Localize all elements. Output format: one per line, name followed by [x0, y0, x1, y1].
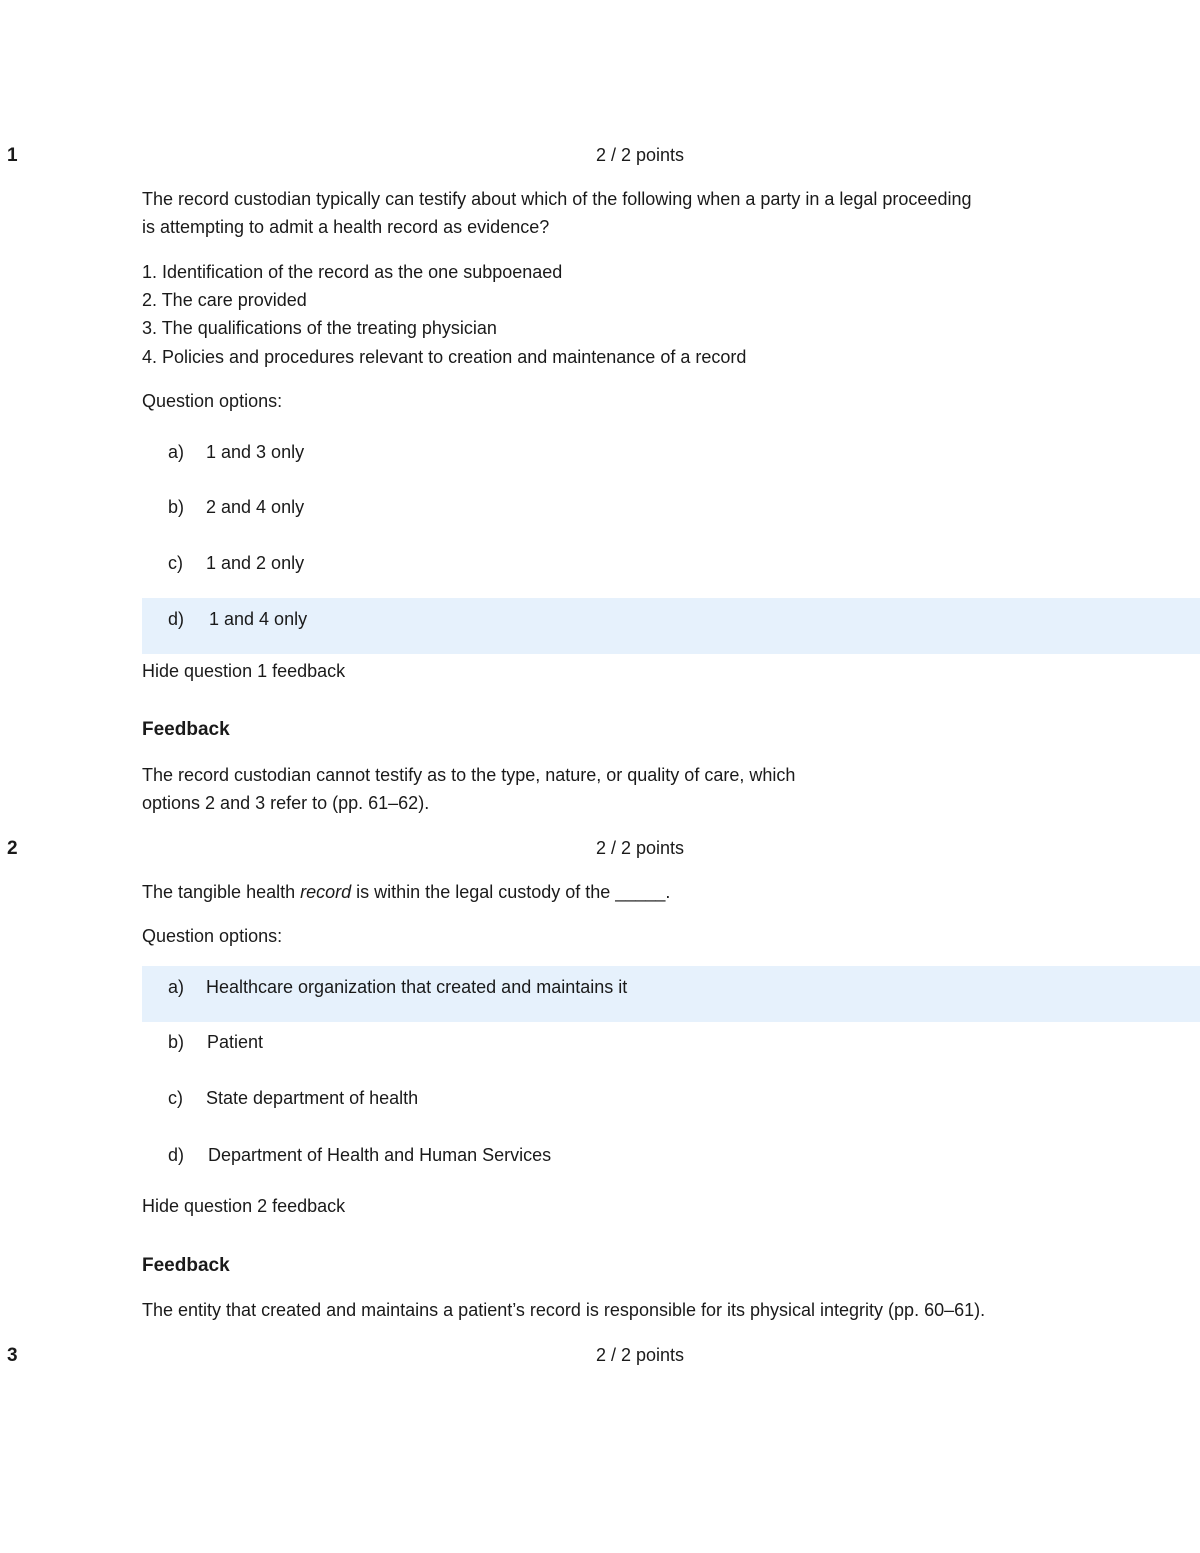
option-letter: a) — [168, 442, 185, 462]
list-item: 4. Policies and procedures relevant to creation and maintenance of a record — [142, 347, 747, 367]
question-prompt — [142, 882, 670, 903]
prompt-emphasis: record — [300, 882, 352, 902]
question-points: 2 / 2 points — [596, 838, 685, 858]
option-text: Patient — [207, 1032, 264, 1052]
option-text: Healthcare organization that created and maintains it — [206, 977, 628, 997]
hide-feedback-link[interactable]: Hide question 2 feedback — [142, 1196, 346, 1216]
option-text: 1 and 2 only — [206, 553, 305, 573]
option-letter: c) — [168, 553, 183, 573]
list-item: 3. The qualifications of the treating physician — [142, 318, 497, 338]
prompt-text: is within the legal custody of the _____. — [351, 882, 671, 902]
feedback-text: The record custodian cannot testify as to the type, nature, or quality of care, which — [142, 765, 796, 785]
option-letter: d) — [168, 1145, 185, 1165]
hide-feedback-link[interactable]: Hide question 1 feedback — [142, 661, 346, 681]
list-item: 1. Identification of the record as the one subpoenaed — [142, 262, 563, 282]
option-letter: c) — [168, 1088, 183, 1108]
option-letter: b) — [168, 497, 185, 517]
question-number: 1 — [7, 145, 18, 166]
question-prompt: The record custodian typically can testify about which of the following when a party in a legal proceeding — [142, 189, 972, 209]
feedback-text: options 2 and 3 refer to (pp. 61–62). — [142, 793, 430, 813]
option-b[interactable] — [142, 1017, 1200, 1073]
question-number: 3 — [7, 1345, 18, 1366]
option-text: 2 and 4 only — [206, 497, 305, 517]
options-label: Question options: — [142, 926, 283, 946]
option-text: State department of health — [206, 1088, 419, 1108]
feedback-heading: Feedback — [142, 719, 230, 740]
question-points: 2 / 2 points — [596, 145, 685, 165]
option-text: Department of Health and Human Services — [208, 1145, 552, 1165]
option-letter: d) — [168, 609, 185, 629]
option-letter: a) — [168, 977, 185, 997]
option-c[interactable] — [142, 1073, 1200, 1129]
option-b[interactable] — [142, 482, 1200, 538]
question-points: 2 / 2 points — [596, 1345, 685, 1365]
feedback-heading: Feedback — [142, 1255, 230, 1276]
option-a[interactable] — [142, 427, 1200, 483]
option-text: 1 and 4 only — [209, 609, 308, 629]
question-number: 2 — [7, 838, 18, 859]
question-prompt: is attempting to admit a health record as evidence? — [142, 217, 550, 237]
option-d[interactable] — [142, 1130, 1200, 1186]
options-label: Question options: — [142, 391, 283, 411]
option-a-selected[interactable] — [142, 966, 1200, 1022]
list-item: 2. The care provided — [142, 290, 307, 310]
option-c[interactable] — [142, 538, 1200, 594]
prompt-text: The tangible health — [142, 882, 301, 902]
option-letter: b) — [168, 1032, 185, 1052]
feedback-text: The entity that created and maintains a patient’s record is responsible for its physical integrity (pp. 60–61). — [142, 1300, 986, 1320]
option-d-selected[interactable] — [142, 598, 1200, 654]
option-text: 1 and 3 only — [206, 442, 305, 462]
